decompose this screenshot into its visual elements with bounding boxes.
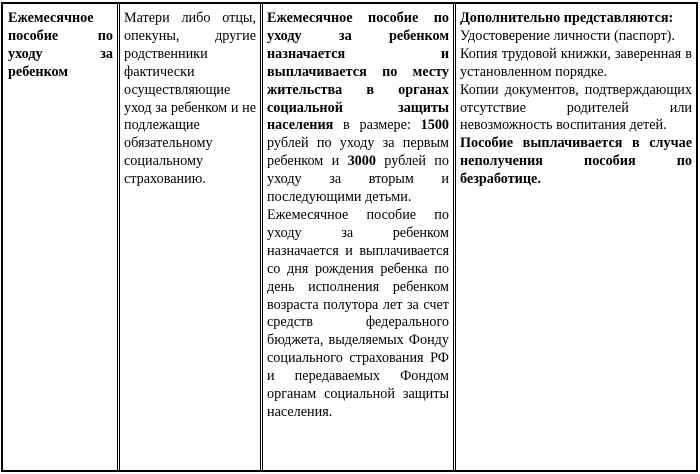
amount-post-text: рублей по уходу за вторым и последующими детьми. (267, 153, 449, 206)
documents-heading: Дополнительно представляются: (460, 10, 674, 26)
benefits-table (1, 2, 698, 472)
benefit-name-cell (3, 4, 120, 470)
conditions-cell (263, 4, 456, 470)
document-item: Копия трудовой книжки, заверенная в установленном порядке. (460, 45, 692, 80)
recipients-text: Матери либо отцы, опекуны, другие родственники фактически осуществляющие уход за ребенком и не подлежащие обязательному социальному страхованию. (124, 10, 256, 188)
document-item: Копии документов, подтверждающих отсутствие родителей или невозможность воспитания детей. (460, 81, 692, 134)
payment-place-text: Ежемесячное пособие по уходу за ребенком назначается и выплачивается по месту жительства в органах социальной защиты населения (267, 10, 449, 134)
amount-intro-text: в размере: (333, 117, 421, 134)
documents-cell (456, 4, 696, 470)
payment-note: Пособие выплачивается в случае неполучения пособия по безработице. (460, 135, 692, 188)
amount-mid-text: рублей по уходу за первым ребенком и (267, 135, 449, 170)
benefit-name: Ежемесячное пособие по уходу за ребенком (8, 10, 113, 80)
amount-second-child: 3000 (347, 153, 376, 170)
amount-first-child: 1500 (420, 117, 449, 134)
document-item: Удостоверение личности (паспорт). (460, 27, 675, 44)
schedule-text: Ежемесячное пособие по уходу за ребенком назначается и выплачивается со дня рождения ребенка по день исполнения ребенком возраста полутора лет за счет средств федерального бюджета, выделяемых Фонду социального страхования РФ и передаваемых Фондом органам социальной защиты населения. (267, 206, 449, 420)
recipients-cell (120, 4, 263, 470)
